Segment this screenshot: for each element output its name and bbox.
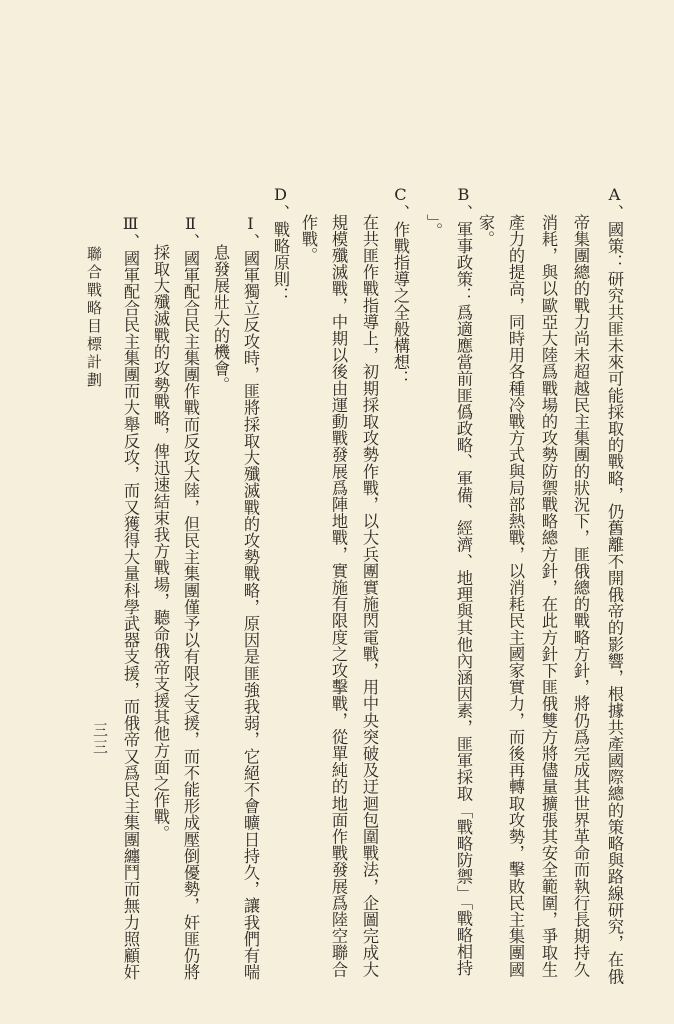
text-column-a-3: 消耗，與以歐亞大陸爲戰場的攻勢防禦戰略總方針，在此方針下匪俄雙方將儘量擴張其安全範圍，爭取生 <box>539 214 558 978</box>
text-column-b-2: 」。 <box>424 214 443 240</box>
page-number: 三三 <box>91 722 109 756</box>
text-column-a-5: 家。 <box>476 214 495 248</box>
text-column-c-2: 規模殲滅戰，中期以後由運動戰發展爲陣地戰，實施有限度之攻擊戰，從單純的地面作戰發展爲陸空聯合 <box>329 214 348 978</box>
text-column-d3-1: Ⅲ、國軍配合民主集團而大舉反攻，而又獲得大量科學武器支援，而俄帝又爲民主集團纏鬥而無力照顧奸 <box>121 214 140 981</box>
section-heading-d: D、戰略原則： <box>271 185 290 304</box>
text-column-c-3: 作戰。 <box>299 214 318 264</box>
text-column-a-4: 產力的提高，同時用各種冷戰方式與局部熱戰，以消耗民主國家實力，而後再轉取攻勢，擊敗民主集團國 <box>506 214 525 978</box>
text-column-d2-1: Ⅱ、國軍配合民主集團作戰而反攻大陸，但民主集團僅予以有限之支援，而不能形成壓倒優勢，奸匪仍將 <box>181 214 200 981</box>
text-column-a-1: A、國策：研究共匪未來可能採取的戰略，仍舊離不開俄帝的影響，根據共產國際總的策略與路線研究，在俄 <box>605 185 624 985</box>
text-column-a-2: 帝集團總的戰力尚未超越民主集團的狀況下，匪俄總的戰略方針，將仍爲完成其世界革命而執行長期持久 <box>571 214 590 978</box>
text-column-c-1: 在共匪作戰指導上，初期採取攻勢作戰，以大兵團實施閃電戰，用中央突破及迂迴包圍戰法，企圖完成大 <box>360 214 379 978</box>
text-column-d1-1: Ⅰ、國軍獨立反攻時，匪將採取大殲滅戰的攻勢戰略，原因是匪強我弱，它絕不會曠日持久，讓我們有喘 <box>241 214 260 981</box>
text-column-b-1: B、軍事政策：爲適應當前匪僞政略、軍備、經濟、地理與其他內涵因素，匪軍採取「戰略防禦」「戰略相持 <box>454 185 473 977</box>
running-title: 聯合戰略目標計劃 <box>85 246 103 390</box>
text-column-d1-2: 息發展壯大的機會。 <box>211 244 230 394</box>
text-column-d2-2: 採取大殲滅戰的攻勢戰略，俾迅速結束我方戰場，聽命俄帝支援其他方面之作戰。 <box>151 244 170 842</box>
section-heading-c: C、作戰指導之全般構想： <box>391 185 410 387</box>
